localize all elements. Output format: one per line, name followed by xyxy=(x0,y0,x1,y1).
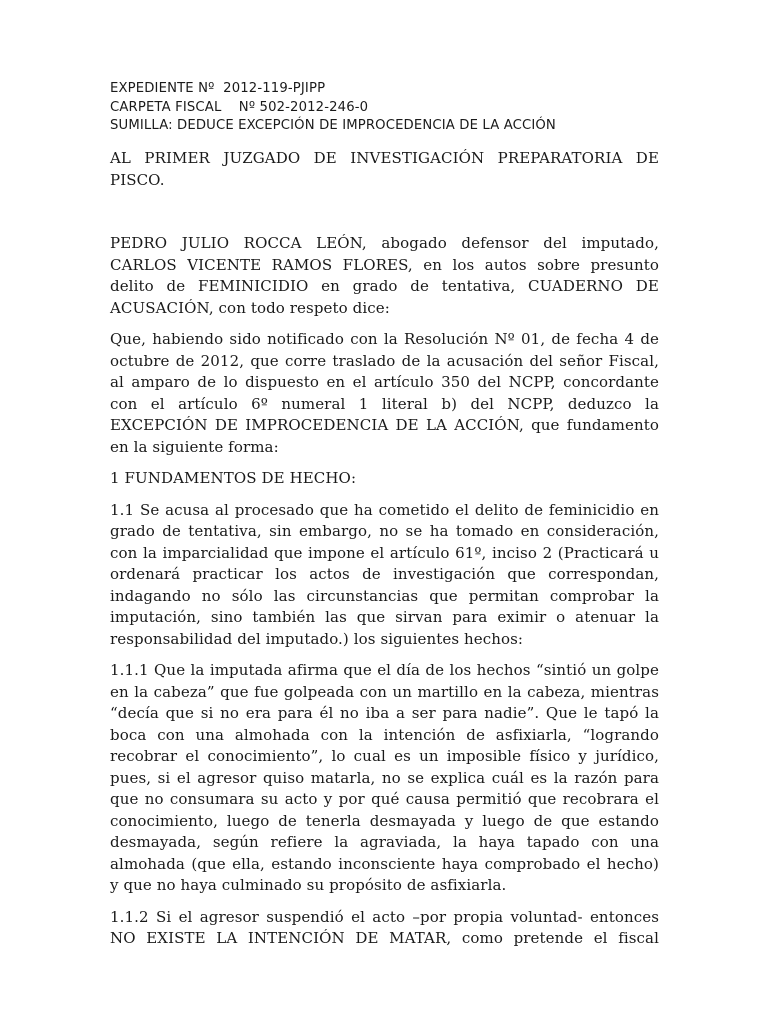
document-body xyxy=(110,148,659,960)
case-number: EXPEDIENTE Nº 2012-119-PJIPP xyxy=(110,81,326,96)
paragraph-1-1-2: 1.1.2 Si el agresor suspendió el acto –por propia voluntad- entonces NO EXISTE LA INTENCIÓN DE MATAR, como pretende el fiscal xyxy=(110,907,659,947)
paragraph-notification: Que, habiendo sido notificado con la Resolución Nº 01, de fecha 4 de octubre de 2012, que corre traslado de la acusación del señor Fiscal, al amparo de lo dispuesto en el artículo 350 del NCPP, concordante con el artículo 6º numeral 1 literal b) del NCPP, deduzco la EXCEPCIÓN DE IMPROCEDENCIA DE LA ACCIÓN, que fundamento en la siguiente forma: xyxy=(110,330,659,456)
summary-line: SUMILLA: DEDUCE EXCEPCIÓN DE IMPROCEDENCIA DE LA ACCIÓN xyxy=(110,118,556,133)
paragraph-1-1: 1.1 Se acusa al procesado que ha cometido el delito de feminicidio en grado de tentativa, sin embargo, no se ha tomado en consideración, con la imparcialidad que impone el artículo 61º, inciso 2 (Practicará u ordenará practicar los actos de investigación que correspondan, indagando no sólo las circunstancias que permitan comprobar la imputación, sino también las que sirvan para eximir o atenuar la responsabilidad del imputado.) los siguientes hechos: xyxy=(110,500,659,648)
section-heading: 1 FUNDAMENTOS DE HECHO: xyxy=(110,469,357,487)
case-header xyxy=(110,80,670,136)
intro-paragraph: PEDRO JULIO ROCCA LEÓN, abogado defensor del imputado, CARLOS VICENTE RAMOS FLORES, en los autos sobre presunto delito de FEMINICIDIO en grado de tentativa, CUADERNO DE ACUSACIÓN, con todo respeto dice: xyxy=(110,234,659,317)
paragraph-1-1-1: 1.1.1 Que la imputada afirma que el día de los hechos “sintió un golpe en la cabeza” que fue golpeada con un martillo en la cabeza, mientras “decía que si no era para él no iba a ser para nadie”. Que le tapó la boca con una almohada con la intención de asfixiarla, “logrando recobrar el conocimiento”, lo cual es un imposible físico y jurídico, pues, si el agresor quiso matarla, no se explica cuál es la razón para que no consumara su acto y por qué causa permitió que recobrara el conocimiento, luego de tenerla desmayada y luego de que estando desmayada, según refiere la agraviada, la haya tapado con una almohada (que ella, estando inconsciente haya comprobado el hecho) y que no haya culminado su propósito de asfixiarla. xyxy=(110,661,659,894)
fiscal-folder-number: CARPETA FISCAL Nº 502-2012-246-0 xyxy=(110,99,369,115)
addressee: AL PRIMER JUZGADO DE INVESTIGACIÓN PREPARATORIA DE PISCO. xyxy=(110,149,659,189)
